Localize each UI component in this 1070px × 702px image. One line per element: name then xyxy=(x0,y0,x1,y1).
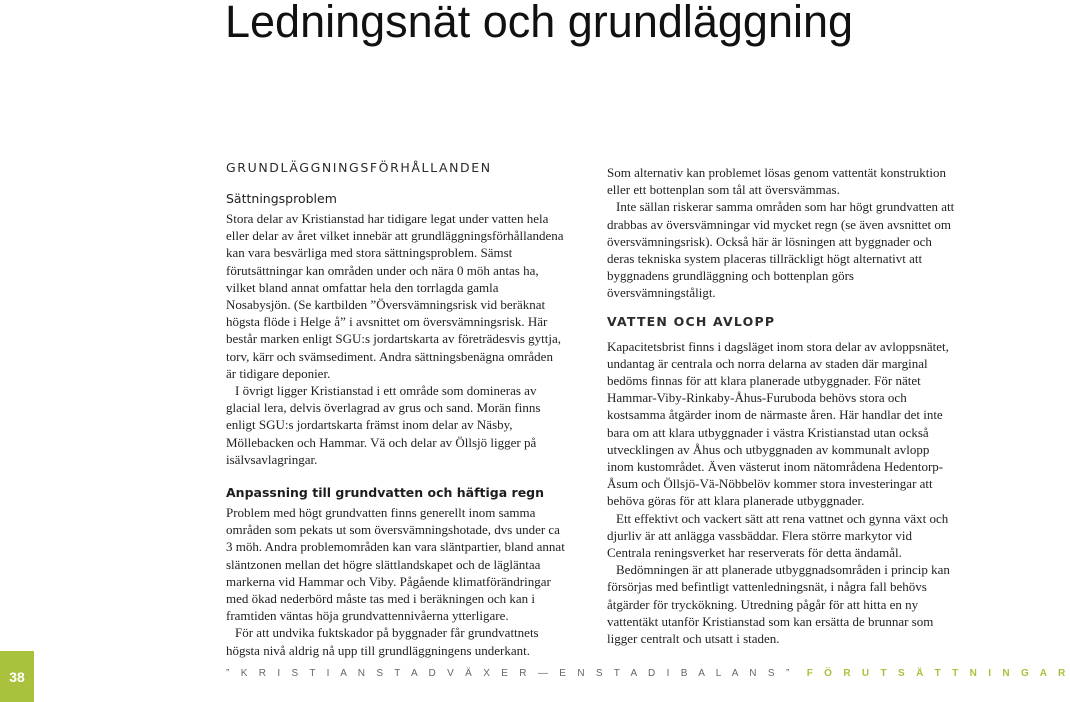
section-heading-grundlaggning: GRUNDLÄGGNINGSFÖRHÅLLANDEN xyxy=(226,160,492,175)
page-number: 38 xyxy=(0,651,34,702)
page-title: Ledningsnät och grundläggning xyxy=(225,0,854,47)
paragraph: Som alternativ kan problemet lösas genom vattentät konstruktion eller ett bottenplan som tål att översvämmas. xyxy=(607,165,947,198)
left-column xyxy=(226,160,566,659)
paragraph: Kapacitetsbrist finns i dagsläget inom stora delar av avloppsnätet, undantag är centrala och norra delarna av staden där marginal bedöms finnas för att klara planerade utbyggnader. För nätet Hammar-Viby-Rinkaby-Åhus-Furuboda behövs stora och kostsamma åtgärder inom de närmaste åren. Här handlar det inte bara om att klara utbyggnader i västra Kristianstad utan också utvecklingen av Åhus och utbyggnaden av kommunalt avlopp inom kustområdet. Även västerut inom nätområdena Hedentorp-Åsum och Öllsjö-Vä-Nöbbelöv kommer stora investeringar att behöva göras för att klara planerade utbyggnader. xyxy=(607,338,949,509)
footer xyxy=(226,668,1070,679)
paragraph: Bedömningen är att planerade utbyggnadsområden i princip kan försörjas med befintligt vattenledningsnät, i några fall behövs åtgärder för tryckökning. Utredning pågår för att hitta en ny vattentäkt utanför Kristianstad som kan ersätta de brunnar som ligger centralt och utsatt i staden. xyxy=(607,562,950,647)
paragraph: Inte sällan riskerar samma områden som har högt grundvatten att drabbas av översvämningar vid mycket regn (se även avsnittet om översvämningsrisk). Också här är lösningen att byggnader och deras tekniska system placeras tillräckligt högt alternativt att byggnadens grundläggning och bottenplan görs översvämningståligt. xyxy=(607,199,955,301)
footer-title: ” K R I S T I A N S T A D V Ä X E R — E N S T A D I B A L A N S ” xyxy=(226,668,794,679)
right-column xyxy=(607,164,959,647)
paragraph: För att undvika fuktskador på byggnader får grundvattnets högsta nivå aldrig nå upp till grundläggningens underkant. xyxy=(226,625,539,658)
paragraph: I övrigt ligger Kristianstad i ett område som domineras av glacial lera, delvis överlagrad av grus och sand. Morän finns enligt SGU:s jordartskarta främst inom delar av Näsby, Möllebacken och Hammar. Vä och delar av Öllsjö ligger på isälvsavlagringar. xyxy=(226,383,541,467)
section-heading-vatten-avlopp: VATTEN OCH AVLOPP xyxy=(607,313,776,329)
subheading-sattningsproblem: Sättningsproblem xyxy=(226,191,337,206)
subheading-anpassning: Anpassning till grundvatten och häftiga regn xyxy=(226,485,545,501)
footer-section: F Ö R U T S Ä T T N I N G A R xyxy=(806,668,1070,679)
paragraph: Stora delar av Kristianstad har tidigare legat under vatten hela eller delar av året vilket innebär att grundläggningsförhållandena kan vara besvärliga med stora sättningsproblem. Sämst förutsättningar kan områden under och nära 0 möh antas ha, vilket bland annat omfattar hela den torrlagda gamla Nosabysjön. (Se kartbilden ”Översvämningsrisk vid beräknat högsta flöde i Helge å” i avsnittet om översvämningsrisk. Här består marken enligt SGU:s jordartskarta av företrädesvis gyttja, torv, kärr och svämsediment. Andra sättningsbenägna områden är tidigare deponier. xyxy=(226,211,564,381)
paragraph: Ett effektivt och vackert sätt att rena vattnet och gynna växt och djurliv är att anlägga vassbäddar. Flera större markytor vid Centrala reningsverket har reserverats för detta ändamål. xyxy=(607,510,949,561)
paragraph: Problem med högt grundvatten finns generellt inom samma områden som pekats ut som översvämningshotade, dvs under ca 3 möh. Andra problemområden kan vara släntpartier, bland annat släntzonen mellan det högre slättlandskapet och de lägläntaa markerna vid Hammar och Viby. Pågående klimatförändringar med ökad nederbörd måste tas med i beräkningen och kan i framtiden väntas höja grundvattennivåerna ytterligare. xyxy=(226,505,565,624)
